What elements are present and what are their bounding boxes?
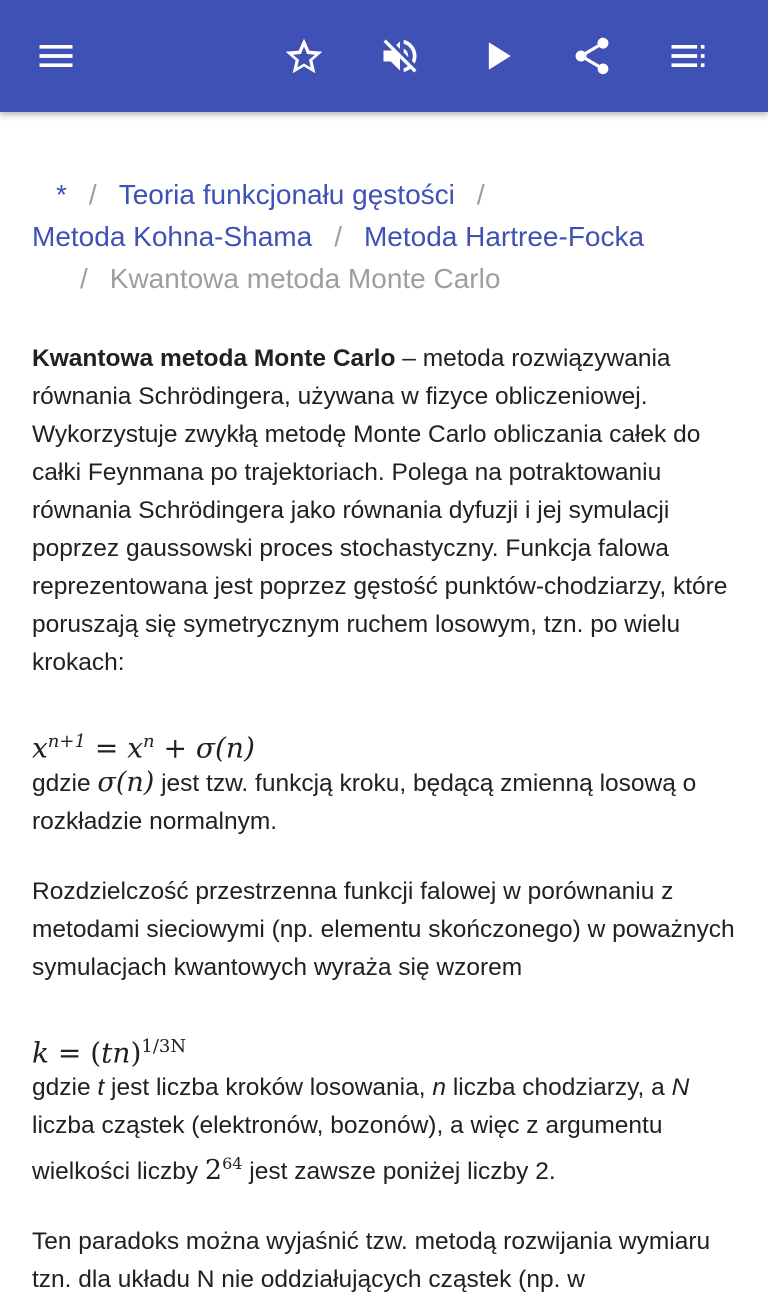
breadcrumb-link-dft[interactable]: Teoria funkcjonału gęstości [118, 179, 455, 210]
power-exponent: 64 [222, 1154, 243, 1173]
formula-symbol: x [32, 731, 48, 765]
text-fragment: jest liczba kroków losowania, [104, 1074, 433, 1101]
breadcrumb-link-root[interactable]: * [56, 179, 67, 210]
formula-argument: (n) [214, 731, 255, 765]
hamburger-menu-icon [34, 34, 78, 78]
formula-operator: = ( [48, 1036, 102, 1070]
formula-operator: + [154, 731, 196, 765]
share-button[interactable] [564, 28, 620, 84]
breadcrumb-separator: / [476, 179, 485, 210]
breadcrumb-current: Kwantowa metoda Monte Carlo [109, 263, 501, 294]
share-icon [570, 34, 614, 78]
inline-formula [205, 1155, 243, 1186]
app-bar [0, 0, 768, 112]
text-fragment: gdzie [32, 1074, 98, 1101]
formula-operator: ) [130, 1036, 142, 1070]
text-fragment: liczba chodziarzy, a [446, 1074, 672, 1101]
formula-random-walk [32, 720, 736, 764]
mute-button[interactable] [372, 28, 428, 84]
formula-symbol: x [127, 731, 143, 765]
formula-superscript: n+1 [47, 731, 86, 752]
formula-symbol: tn [101, 1036, 131, 1070]
text-fragment: liczba cząstek (elektronów, bozonów), a więc z argumentu wielkości liczby [32, 1112, 663, 1185]
variable-n: n [432, 1074, 447, 1101]
text-fragment: jest tzw. funkcją kroku, będącą zmienną losową o rozkładzie normalnym. [32, 770, 697, 835]
formula-resolution [32, 1025, 736, 1069]
breadcrumb-separator: / [334, 221, 342, 252]
formula-superscript: 1/3N [141, 1036, 187, 1057]
text-fragment: gdzie [32, 770, 98, 797]
article-content [32, 112, 736, 1299]
article-term: Kwantowa metoda Monte Carlo [32, 345, 396, 372]
volume-off-icon [378, 34, 422, 78]
paragraph-intro [32, 340, 736, 682]
variable-N: N [671, 1074, 690, 1101]
paragraph-resolution: Rozdzielczość przestrzenna funkcji falowej w porównaniu z metodami sieciowymi (np. elementu skończonego) w poważnych symulacjach kwantowych wyraża się wzorem [32, 878, 735, 981]
variable-t: t [97, 1074, 105, 1101]
formula-symbol: k [32, 1036, 49, 1070]
paragraph-step-function [32, 764, 736, 841]
playlist-button[interactable] [660, 28, 716, 84]
breadcrumb-separator: / [88, 179, 97, 210]
paragraph-intro-text: – metoda rozwiązywania równania Schrödingera, używana w fizyce obliczeniowej. Wykorzystuje zwykłą metodę Monte Carlo obliczania całek do całki Feynmana po trajektoriach. Polega na potraktowaniu równania Schrödingera jako równania dyfuzji i jej symulacji poprzez gaussowski proces stochastyczny. Funkcja falowa reprezentowana jest poprzez gęstość punktów-chodziarzy, które poruszają się symetrycznym ruchem losowym, tzn. po wielu krokach: [32, 345, 728, 676]
play-button[interactable] [470, 28, 526, 84]
formula-symbol: σ [195, 731, 215, 765]
menu-button[interactable] [28, 28, 84, 84]
text-fragment: jest zawsze poniżej liczby 2. [242, 1158, 556, 1185]
paragraph-paradox: Ten paradoks można wyjaśnić tzw. metodą rozwijania wymiaru tzn. dla układu N nie oddziałujących cząstek (np. w [32, 1228, 711, 1293]
bookmark-button[interactable] [276, 28, 332, 84]
breadcrumb-separator: / [80, 263, 88, 294]
breadcrumb [32, 174, 736, 300]
formula-operator: = [85, 731, 128, 765]
play-icon [476, 34, 520, 78]
playlist-icon [666, 34, 710, 78]
paragraph-variables [32, 1069, 736, 1191]
power-base: 2 [204, 1155, 223, 1186]
formula-superscript: n [143, 731, 155, 752]
inline-formula: σ(n) [97, 767, 155, 798]
star-outline-icon [282, 34, 326, 78]
breadcrumb-link-hartree-fock[interactable]: Metoda Hartree-Focka [363, 221, 645, 252]
breadcrumb-link-kohn-sham[interactable]: Metoda Kohna-Shama [32, 221, 313, 252]
